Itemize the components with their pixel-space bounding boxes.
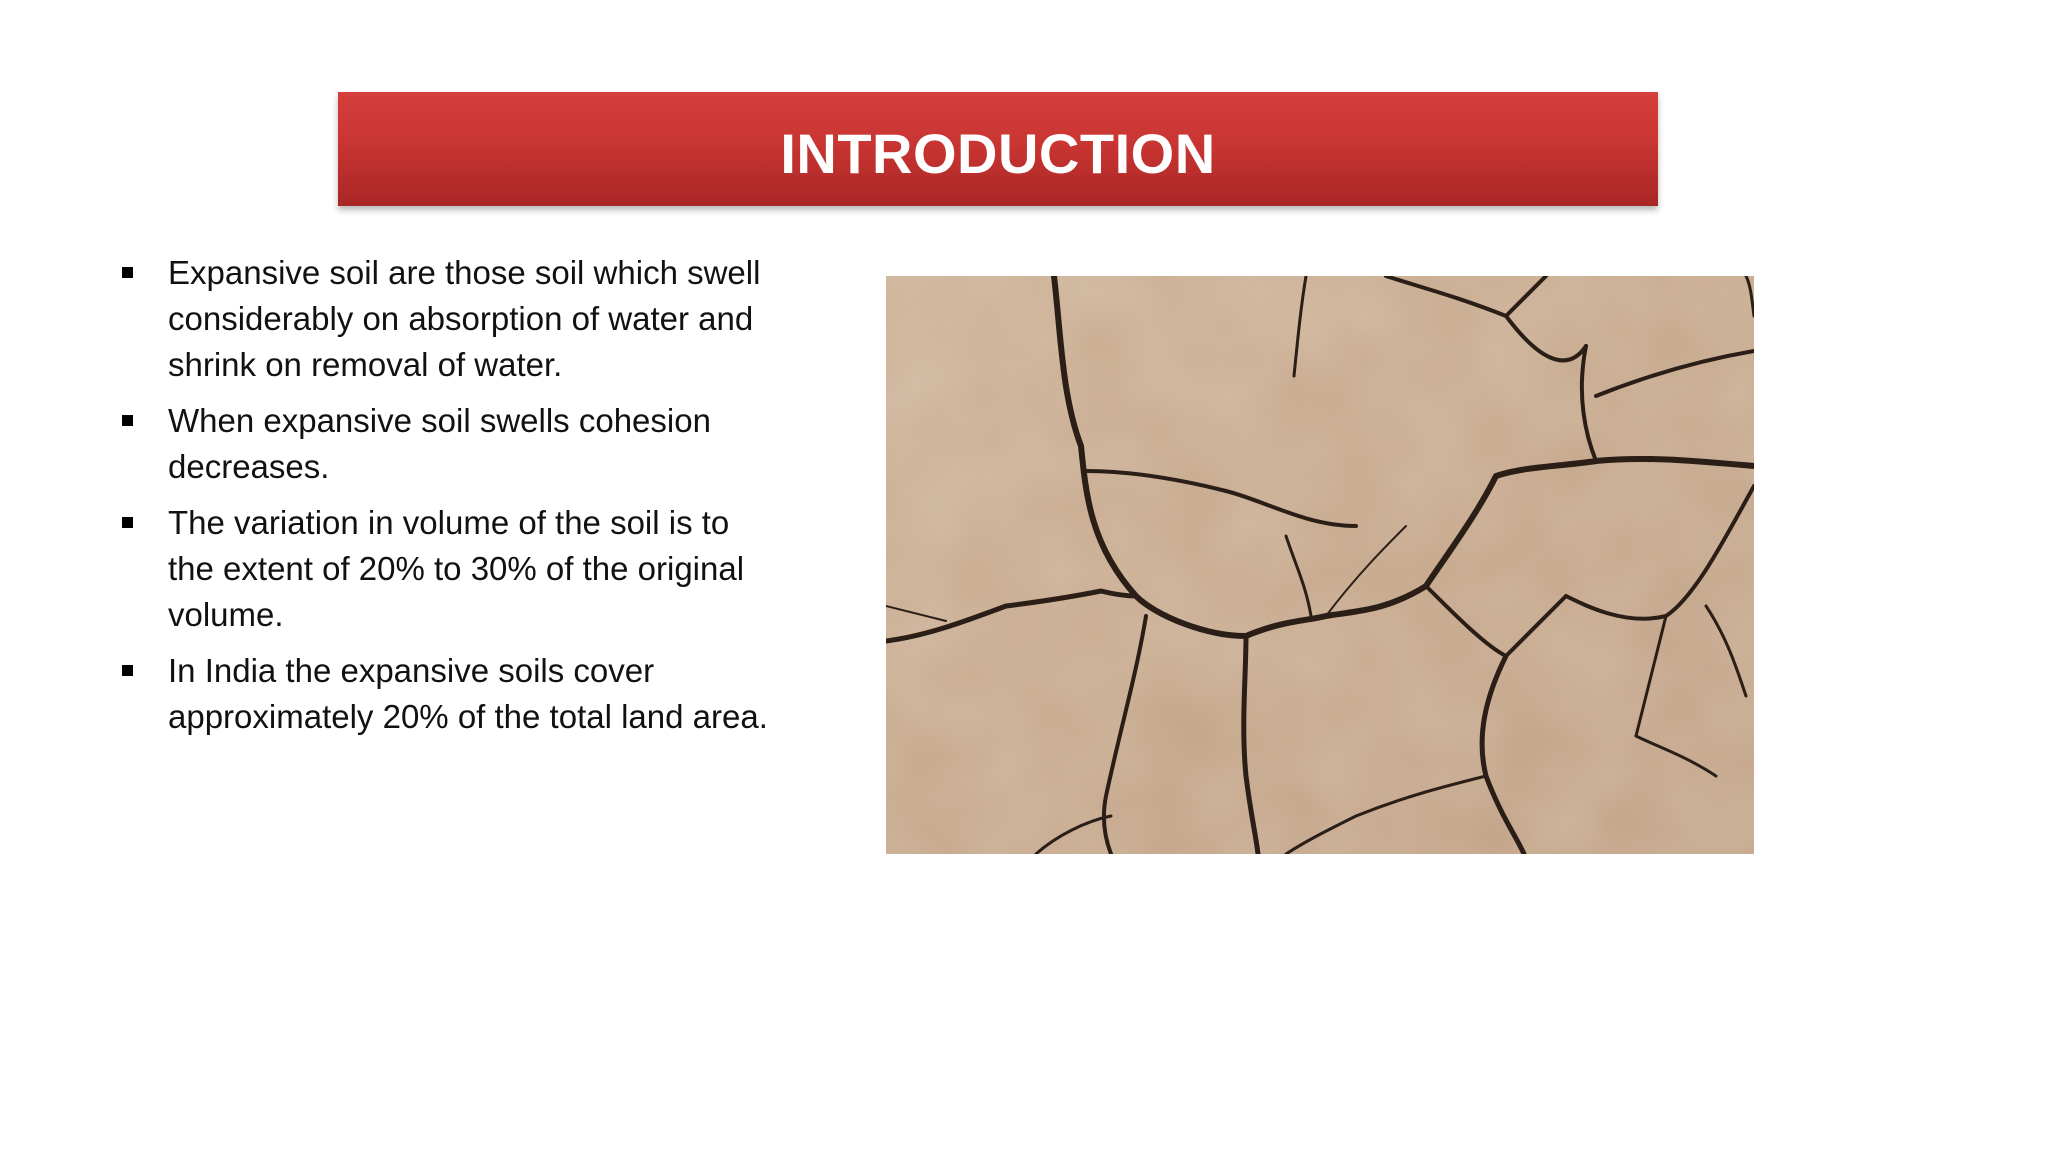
bullet-item [120, 250, 770, 388]
square-bullet-icon [122, 267, 133, 278]
bullet-item [120, 500, 770, 638]
square-bullet-icon [122, 665, 133, 676]
bullet-item [120, 398, 770, 490]
bullet-text: When expansive soil swells cohesion decreases. [168, 402, 711, 485]
square-bullet-icon [122, 517, 133, 528]
cracked-soil-image [886, 276, 1754, 854]
square-bullet-icon [122, 415, 133, 426]
bullet-text: Expansive soil are those soil which swell considerably on absorption of water and shrink on removal of water. [168, 254, 761, 383]
bullet-list [120, 250, 770, 750]
title-banner [338, 92, 1658, 206]
slide-title: INTRODUCTION [780, 121, 1216, 185]
bullet-text: The variation in volume of the soil is to the extent of 20% to 30% of the original volume. [168, 504, 745, 633]
bullet-text: In India the expansive soils cover approximately 20% of the total land area. [168, 652, 768, 735]
bullet-item [120, 648, 770, 740]
